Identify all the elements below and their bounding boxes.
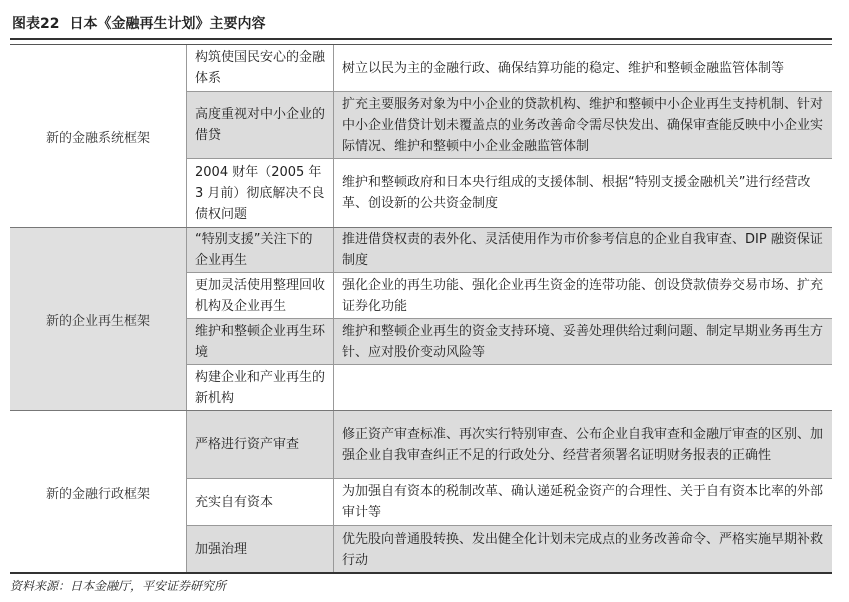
- figure-title-text: 日本《金融再生计划》主要内容: [69, 16, 266, 32]
- figure-number: 图表22: [12, 16, 60, 32]
- item-content: 维护和整顿企业再生的资金支持环境、妥善处理供给过剩问题、制定早期业务再生方针、应对股价变动风险等: [342, 323, 824, 360]
- item-title: 充实自有资本: [186, 479, 334, 525]
- table-row: [186, 479, 832, 526]
- table-row: [186, 273, 832, 319]
- group-name: 新的企业再生框架: [45, 313, 150, 329]
- table-group: [10, 411, 832, 574]
- item-content: [334, 365, 832, 410]
- group-rows: [186, 411, 832, 573]
- table-row: [186, 159, 832, 227]
- group-name: 新的金融行政框架: [45, 486, 150, 502]
- item-title: 构建企业和产业再生的新机构: [186, 365, 334, 410]
- item-title: 维护和整顿企业再生环境: [186, 319, 334, 364]
- item-title: “特别支援”关注下的企业再生: [186, 228, 334, 272]
- group-rows: [186, 45, 832, 227]
- group-rows: [186, 228, 832, 410]
- item-title: 更加灵活使用整理回收机构及企业再生: [186, 273, 334, 318]
- item-title: 高度重视对中小企业的借贷: [186, 92, 334, 158]
- item-content: 扩充主要服务对象为中小企业的贷款机构、维护和整顿中小企业再生支持机制、针对中小企业借贷计划未覆盖点的业务改善命令需尽快发出、确保审查能反映中小企业实际情况、维护和整顿中小企业金融监管体制: [342, 96, 824, 154]
- item-content: 强化企业的再生功能、强化企业再生资金的连带功能、创设贷款债券交易市场、扩充证券化功能: [342, 277, 824, 314]
- table-group: [10, 228, 832, 411]
- content-table: [10, 44, 832, 574]
- group-name: 新的金融系统框架: [45, 130, 150, 146]
- item-title: 构筑使国民安心的金融体系: [186, 45, 334, 91]
- item-content: 树立以民为主的金融行政、确保结算功能的稳定、维护和整顿金融监管体制等: [342, 60, 785, 76]
- source-note: 资料来源：日本金融厅，平安证券研究所: [10, 572, 832, 594]
- table-row: [186, 45, 832, 92]
- item-title: 加强治理: [186, 526, 334, 573]
- item-content: 为加强自有资本的税制改革、确认递延税金资产的合理性、关于自有资本比率的外部审计等: [342, 484, 824, 520]
- table-row: [186, 92, 832, 159]
- item-title: 2004 财年（2005 年 3 月前）彻底解决不良债权问题: [186, 159, 334, 227]
- table-group: [10, 45, 832, 228]
- item-title: 严格进行资产审查: [186, 411, 334, 478]
- figure-title: [10, 10, 832, 40]
- table-row: [186, 411, 832, 479]
- table-row: [186, 526, 832, 573]
- item-content: 推进借贷权责的表外化、灵活使用作为市价参考信息的企业自我审查、DIP 融资保证制度: [342, 232, 823, 268]
- table-row: [186, 319, 832, 365]
- item-content: 修正资产审查标准、再次实行特别审查、公布企业自我审查和金融厅审查的区别、加强企业自我审查纠正不足的行政处分、经营者须署名证明财务报表的正确性: [342, 426, 824, 463]
- item-content: 维护和整顿政府和日本央行组成的支援体制、根据“特别支援金融机关”进行经营改革、创设新的公共资金制度: [342, 175, 811, 211]
- item-content: 优先股向普通股转换、发出健全化计划未完成点的业务改善命令、严格实施早期补救行动: [342, 531, 824, 568]
- table-row: [186, 365, 832, 410]
- table-row: [186, 228, 832, 273]
